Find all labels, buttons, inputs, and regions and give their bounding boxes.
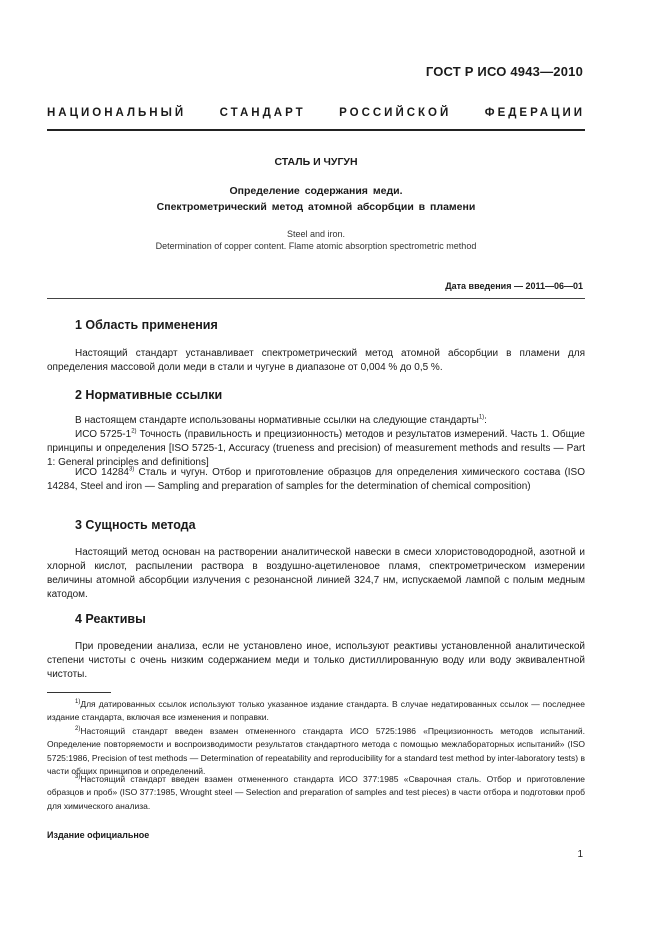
introduction-date: Дата введения — 2011—06—01 — [445, 281, 583, 291]
section-2-intro-text: В настоящем стандарте использованы нормативные ссылки на следующие стандарты — [75, 415, 479, 426]
reference-iso-14284 — [47, 466, 585, 494]
reference-text: Сталь и чугун. Отбор и приготовление образцов для определения химического состава (ISO 14284, Steel and iron — Sampling and preparation of samples for the determination of chemical composition) — [47, 467, 586, 492]
reference-text: Точность (правильность и прецизионность) методов и результатов измерений. Часть 1. Общие принципы и определения [ISO 5725-1, Accuracy (trueness and precision) of measurement methods and results — Part 1: General principles and definitions] — [47, 429, 585, 468]
footnote-ref-2: 2) — [131, 428, 137, 435]
section-1-paragraph: Настоящий стандарт устанавливает спектрометрический метод атомной абсорбции в пламени для определения массовой доли меди в стали и чугуне в диапазоне от 0,004 % до 0,5 %. — [47, 348, 585, 373]
edition-label: Издание официальное — [47, 830, 150, 840]
subtitle-line-2: Спектрометрический метод атомной абсорбции в пламени — [156, 201, 476, 213]
standard-code: ГОСТ Р ИСО 4943—2010 — [425, 64, 583, 79]
footnote-ref-3: 3) — [128, 466, 135, 473]
reference-code: ИСО 14284 — [75, 467, 129, 478]
section-4-heading: 4 Реактивы — [75, 612, 146, 626]
page-number: 1 — [577, 849, 583, 860]
date-rule — [47, 298, 585, 299]
footnote-ref-1: 1) — [478, 414, 485, 421]
footnote-1-mark: 1) — [75, 699, 81, 706]
footnote-3-mark: 3) — [75, 774, 81, 781]
reference-iso-5725-1 — [47, 428, 585, 470]
footnote-1-text: Для датированных ссылок используют только указанное издание стандарта. В случае недатированных ссылок — последнее издание стандарта, включая все изменения и поправки. — [47, 699, 585, 723]
subtitle-line-1: Определение содержания меди. — [229, 185, 403, 197]
footnote-2-mark: 2) — [75, 726, 81, 733]
section-1-heading: 1 Область применения — [75, 318, 218, 332]
section-4-paragraph: При проведении анализа, если не установлено иное, используют реактивы установленной аналитической степени чистоты с очень низким содержанием меди и только дистиллированную воду или воду эквивалентной чистоты. — [47, 641, 585, 680]
section-2-intro: В настоящем стандарте использованы нормативные ссылки на следующие стандарты$^{1)}$: — [75, 414, 487, 426]
english-title-line-1: Steel and iron. — [286, 229, 346, 239]
english-title-line-2: Determination of copper content. Flame atomic absorption spectrometric method — [155, 241, 477, 251]
footnote-separator — [47, 692, 111, 693]
reference-code: ИСО 5725-1 — [75, 429, 132, 440]
section-2-heading: 2 Нормативные ссылки — [75, 388, 223, 402]
footnote-3-text: Настоящий стандарт введен взамен отмененного стандарта ИСО 377:1985 «Сварочная сталь. Отбор и приготовление образцов и проб» (ISO 377:1985, Wrought steel — Selection and preparation of samples and test pieces) в части отбора и подготовки проб для химического анализа. — [47, 774, 585, 811]
footnote-2 — [47, 725, 585, 781]
footnote-3 — [47, 773, 585, 813]
section-3-paragraph: Настоящий метод основан на растворении аналитической навески в смеси хлористоводородной, азотной и хлорной кислот, распылении раствора в воздушно-ацетиленовое пламя, спектрометрическом измерении величины атомной абсорбции излучения с резонансной линией 324,7 нм, испускаемой лампой с полым медным катодом. — [47, 547, 585, 600]
header-rule — [47, 129, 585, 131]
footnote-2-text: Настоящий стандарт введен взамен отмененного стандарта ИСО 5725:1986 «Прецизионность методов испытаний. Определение повторяемости и воспроизводимости результатов стандартного метода с помощью межлабораторных испытаний» (ISO 5725:1986, Precision of test methods — Determination of repeatability and reproducibility for a standard test method by inter-laboratory tests) в части общих принципов и определений. — [47, 726, 585, 776]
document-title: СТАЛЬ И ЧУГУН — [274, 156, 358, 168]
section-3-heading: 3 Сущность метода — [75, 518, 196, 532]
national-standard-banner: НАЦИОНАЛЬНЫЙ СТАНДАРТ РОССИЙСКОЙ ФЕДЕРАЦИИ — [47, 107, 585, 119]
footnote-1 — [47, 698, 585, 725]
